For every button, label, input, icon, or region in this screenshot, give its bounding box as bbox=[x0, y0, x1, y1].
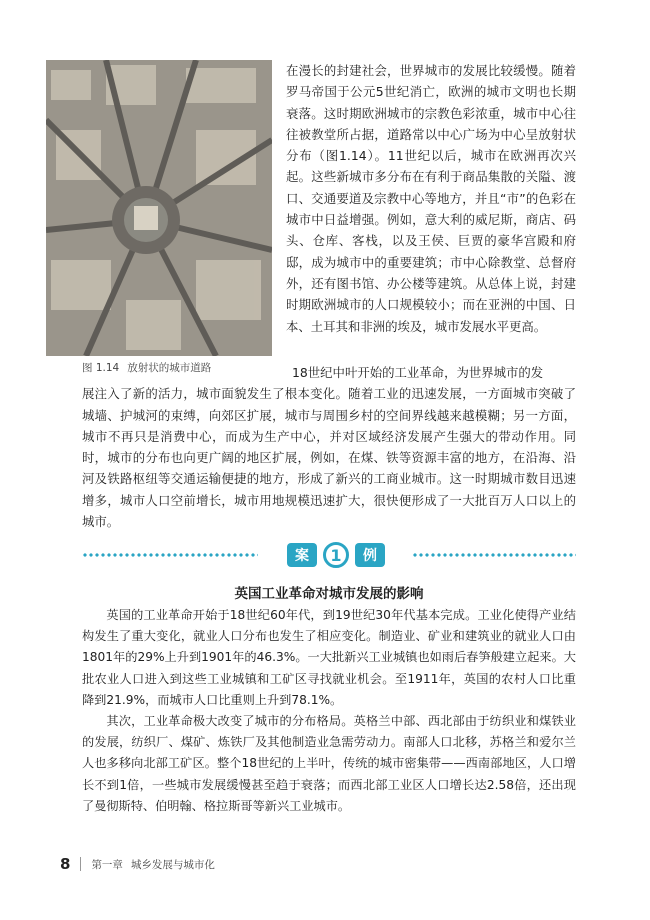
case-study-label bbox=[266, 542, 406, 568]
arch-monument bbox=[134, 206, 158, 230]
case-word: 案 bbox=[287, 543, 317, 567]
aerial-city-photo bbox=[46, 60, 272, 356]
case-paragraph-2: 其次，工业革命极大改变了城市的分布格局。英格兰中部、西北部由于纺织业和煤铁业的发展，纺织厂、煤矿、炼铁厂及其他制造业急需劳动力。南部人口北移，苏格兰和爱尔兰人也多移向北部工矿区。整个18世纪的上半叶，传统的城市密集带——西南部地区，人口增长不到1倍，一些城市发展缓慢甚至趋于衰落；而西北部工业区人口增长达2.58倍，还出现了曼彻斯特、伯明翰、格拉斯哥等新兴工业城市。 bbox=[82, 714, 576, 813]
figure-number: 图 1.14 bbox=[82, 362, 120, 374]
paragraph-feudal-cities: 在漫长的封建社会，世界城市的发展比较缓慢。随着罗马帝国于公元5世纪消亡，欧洲的城市文明也长期衰落。这时期欧洲城市的宗教色彩浓重，城市中心往往被教堂所占据，道路常以中心广场为中心呈放射状分布（图1.14）。11世纪以后，城市在欧洲再次兴起。这些新城市多分布在有利于商品集散的关隘、渡口、交通要道及宗教中心等地方，并且“市”的色彩在城市中日益增强。例如，意大利的威尼斯，商店、码头、仓库、客栈，以及王侯、巨贾的豪华宫殿和府邸，成为城市中的重要建筑；市中心除教堂、总督府外，还有图书馆、办公楼等建筑。从总体上说，封建时期欧洲城市的人口规模较小；而在亚洲的中国、日本、土耳其和非洲的埃及，城市发展水平更高。 bbox=[286, 63, 576, 334]
example-word: 例 bbox=[355, 543, 385, 567]
case-paragraph-1: 英国的工业革命开始于18世纪60年代，到19世纪30年代基本完成。工业化使得产业结构发生了重大变化，就业人口分布也发生了相应变化。制造业、矿业和建筑业的就业人口由1801年的29%上升到1901年的46.3%。一大批新兴工业城镇也如雨后春笋般建立起来。大批农业人口进入到这些工业城镇和工矿区寻找就业机会。至1911年，英国的农村人口比重降到21.9%，而城市人口比重则上升到78.1%。 bbox=[82, 608, 576, 707]
chapter-title: 城乡发展与城市化 bbox=[130, 858, 215, 871]
case-study-title: 英国工业革命对城市发展的影响 bbox=[234, 586, 424, 602]
dotted-rule-left bbox=[82, 553, 258, 557]
case-study-body bbox=[82, 605, 576, 817]
case-study-banner bbox=[82, 540, 576, 570]
figure-caption-text: 放射状的城市道路 bbox=[127, 362, 212, 374]
paragraph-industrial-revolution bbox=[82, 362, 576, 532]
case-number: 1 bbox=[323, 542, 349, 568]
chapter-number: 第一章 bbox=[91, 858, 123, 871]
paragraph-industrial-rest: 展注入了新的活力，城市面貌发生了根本变化。随着工业的迅速发展，一方面城市突破了城墙、护城河的束缚，向郊区扩展，城市与周围乡村的空间界线越来越模糊；另一方面，城市不再只是消费中心，而成为生产中心，并对区域经济发展产生强大的带动作用。同时，城市的分布也向更广阔的地区扩展，例如，在煤、铁等资源丰富的地方，在沿海、沿河及铁路枢纽等交通运输便捷的地方，形成了新兴的工商业城市。这一时期城市数目迅速增多，城市人口空前增长，城市用地规模迅速扩大，很快便形成了一大批百万人口以上的城市。 bbox=[82, 386, 576, 530]
page-number: 8 bbox=[60, 855, 71, 873]
footer-divider bbox=[80, 857, 81, 871]
page-footer bbox=[60, 855, 215, 873]
dotted-rule-right bbox=[412, 553, 576, 557]
paragraph-industrial-lead: 18世纪中叶开始的工业革命，为世界城市的发 bbox=[292, 365, 544, 380]
radial-roads-image bbox=[46, 60, 272, 356]
